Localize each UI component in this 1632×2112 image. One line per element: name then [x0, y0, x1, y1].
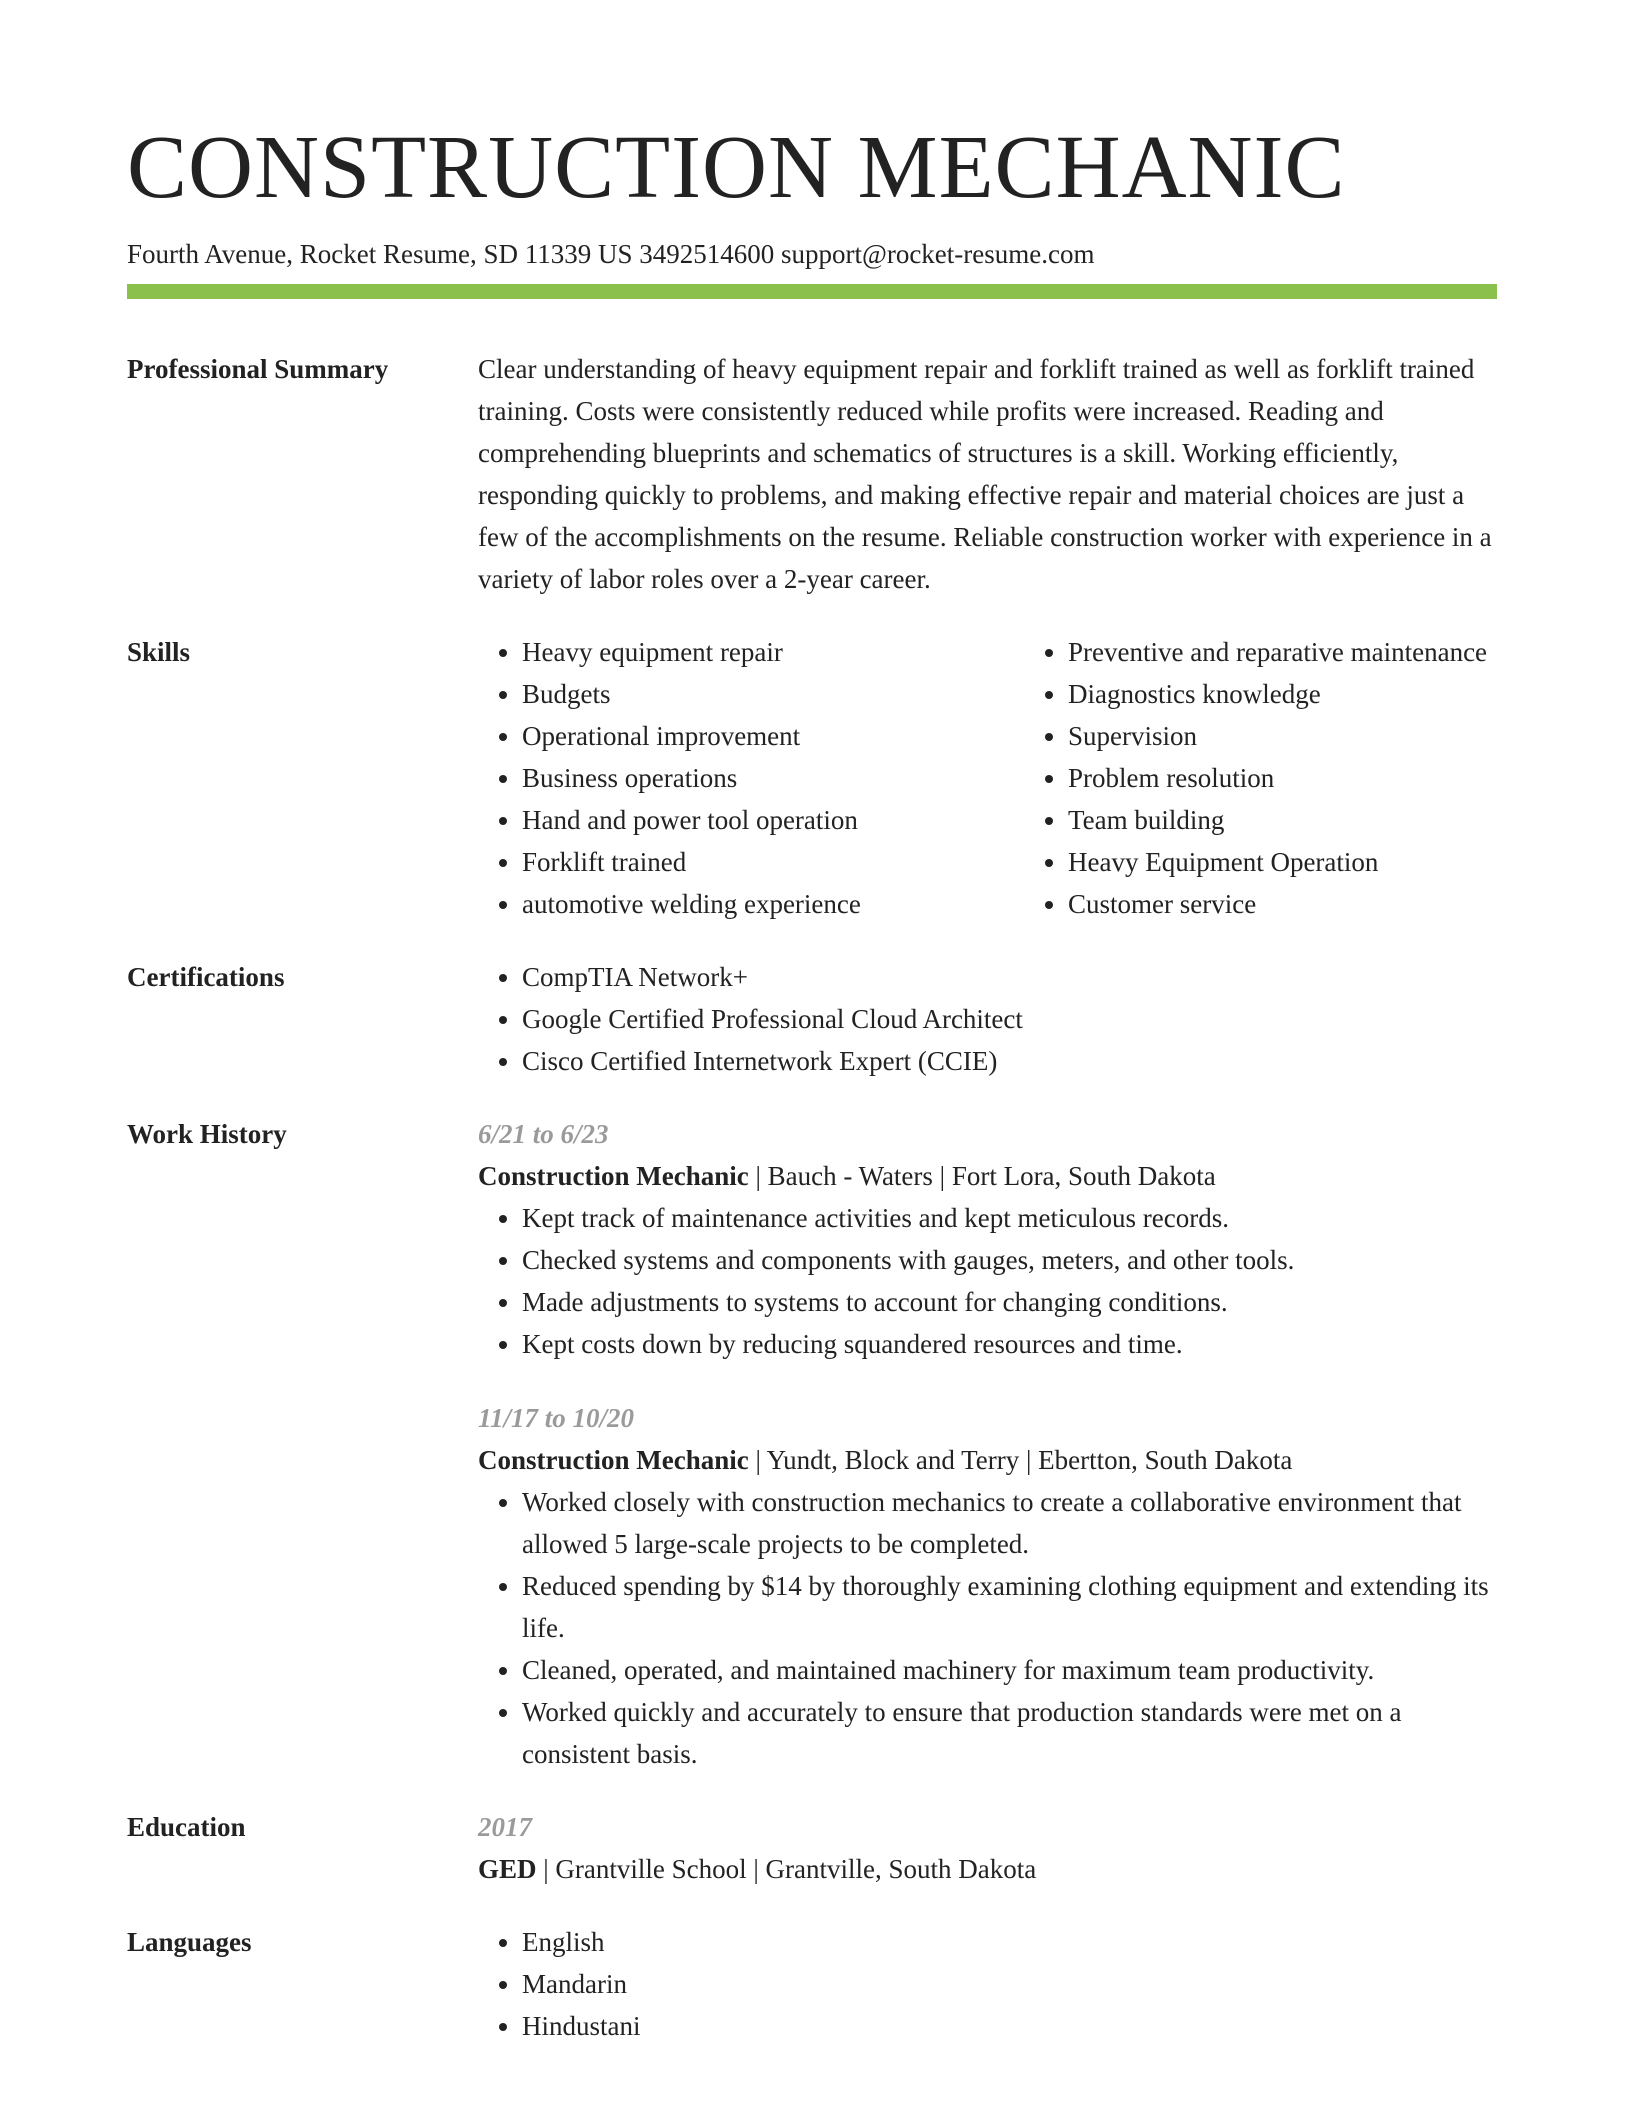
skills-section	[127, 631, 1497, 925]
job-bullet: • Worked closely with construction mechanics to create a collaborative environment that allowed 5 large-scale projects to be completed.	[522, 1481, 1497, 1565]
languages-list	[478, 1921, 1497, 2047]
languages-section	[127, 1921, 1497, 2047]
summary-text: Clear understanding of heavy equipment repair and forklift trained as well as forklift trained training. Costs were consistently reduced while profits were increased. Reading and comprehending blueprints and schematics of structures is a skill. Working efficiently, responding quickly to problems, and making effective repair and material choices are just a few of the accomplishments on the resume. Reliable construction worker with experience in a variety of labor roles over a 2-year career.	[478, 354, 1492, 594]
skills-heading: Skills	[127, 637, 191, 667]
job-dates: 11/17 to 10/20	[478, 1403, 635, 1433]
job-bullet: • Kept costs down by reducing squandered resources and time.	[522, 1323, 1497, 1365]
job-bullets	[478, 1481, 1497, 1775]
job-title: Construction Mechanic	[478, 1445, 749, 1475]
skill-item: • Budgets	[522, 673, 1024, 715]
job-bullets	[478, 1197, 1497, 1365]
job-bullet: • Reduced spending by $14 by thoroughly examining clothing equipment and extending its life.	[522, 1565, 1497, 1649]
education-degree: GED	[478, 1854, 537, 1884]
skill-item: • Forklift trained	[522, 841, 1024, 883]
certification-item: • Cisco Certified Internetwork Expert (CCIE)	[522, 1040, 1497, 1082]
certification-item: • CompTIA Network+	[522, 956, 1497, 998]
job-employer-location: | Bauch - Waters | Fort Lora, South Dakota	[748, 1161, 1216, 1191]
job-entry	[478, 1113, 1497, 1365]
job-employer-location: | Yundt, Block and Terry | Ebertton, South Dakota	[748, 1445, 1293, 1475]
summary-section	[127, 348, 1497, 600]
skill-item: • Business operations	[522, 757, 1024, 799]
certification-item: • Google Certified Professional Cloud Architect	[522, 998, 1497, 1040]
job-bullet: • Made adjustments to systems to account for changing conditions.	[522, 1281, 1497, 1323]
skills-list-left	[478, 631, 1024, 925]
skill-item: • Problem resolution	[1068, 757, 1497, 799]
job-bullet: • Checked systems and components with gauges, meters, and other tools.	[522, 1239, 1497, 1281]
skill-item: • Operational improvement	[522, 715, 1024, 757]
job-title: Construction Mechanic	[478, 1161, 749, 1191]
skill-item: • Preventive and reparative maintenance	[1068, 631, 1497, 673]
resume-content	[127, 348, 1497, 2047]
languages-heading: Languages	[127, 1927, 252, 1957]
skill-item: • Supervision	[1068, 715, 1497, 757]
education-heading: Education	[127, 1812, 246, 1842]
certifications-section	[127, 956, 1497, 1082]
language-item: • Mandarin	[522, 1963, 1497, 2005]
education-section	[127, 1806, 1497, 1890]
skill-item: • automotive welding experience	[522, 883, 1024, 925]
candidate-name: CONSTRUCTION MECHANIC	[127, 118, 1346, 217]
job-bullet: • Worked quickly and accurately to ensure that production standards were met on a consistent basis.	[522, 1691, 1497, 1775]
resume-header	[127, 118, 1497, 270]
education-school-location: | Grantville School | Grantville, South Dakota	[536, 1854, 1037, 1884]
skill-item: • Customer service	[1068, 883, 1497, 925]
skill-item: • Heavy Equipment Operation	[1068, 841, 1497, 883]
skills-list-right	[1024, 631, 1497, 925]
header-accent-divider	[127, 284, 1497, 299]
job-heading	[478, 1155, 1497, 1197]
language-item: • Hindustani	[522, 2005, 1497, 2047]
skill-item: • Hand and power tool operation	[522, 799, 1024, 841]
education-entry	[478, 1848, 1497, 1890]
job-dates: 6/21 to 6/23	[478, 1119, 609, 1149]
job-bullet: • Cleaned, operated, and maintained machinery for maximum team productivity.	[522, 1649, 1497, 1691]
summary-heading: Professional Summary	[127, 354, 389, 384]
job-entry	[478, 1397, 1497, 1775]
certifications-heading: Certifications	[127, 962, 285, 992]
job-heading	[478, 1439, 1497, 1481]
language-item: • English	[522, 1921, 1497, 1963]
contact-info: Fourth Avenue, Rocket Resume, SD 11339 US 3492514600 support@rocket-resume.com	[127, 239, 1095, 269]
work-history-section	[127, 1113, 1497, 1775]
job-bullet: • Kept track of maintenance activities and kept meticulous records.	[522, 1197, 1497, 1239]
education-year: 2017	[478, 1812, 532, 1842]
work-history-heading: Work History	[127, 1119, 287, 1149]
skill-item: • Heavy equipment repair	[522, 631, 1024, 673]
skill-item: • Diagnostics knowledge	[1068, 673, 1497, 715]
certifications-list	[478, 956, 1497, 1082]
skill-item: • Team building	[1068, 799, 1497, 841]
